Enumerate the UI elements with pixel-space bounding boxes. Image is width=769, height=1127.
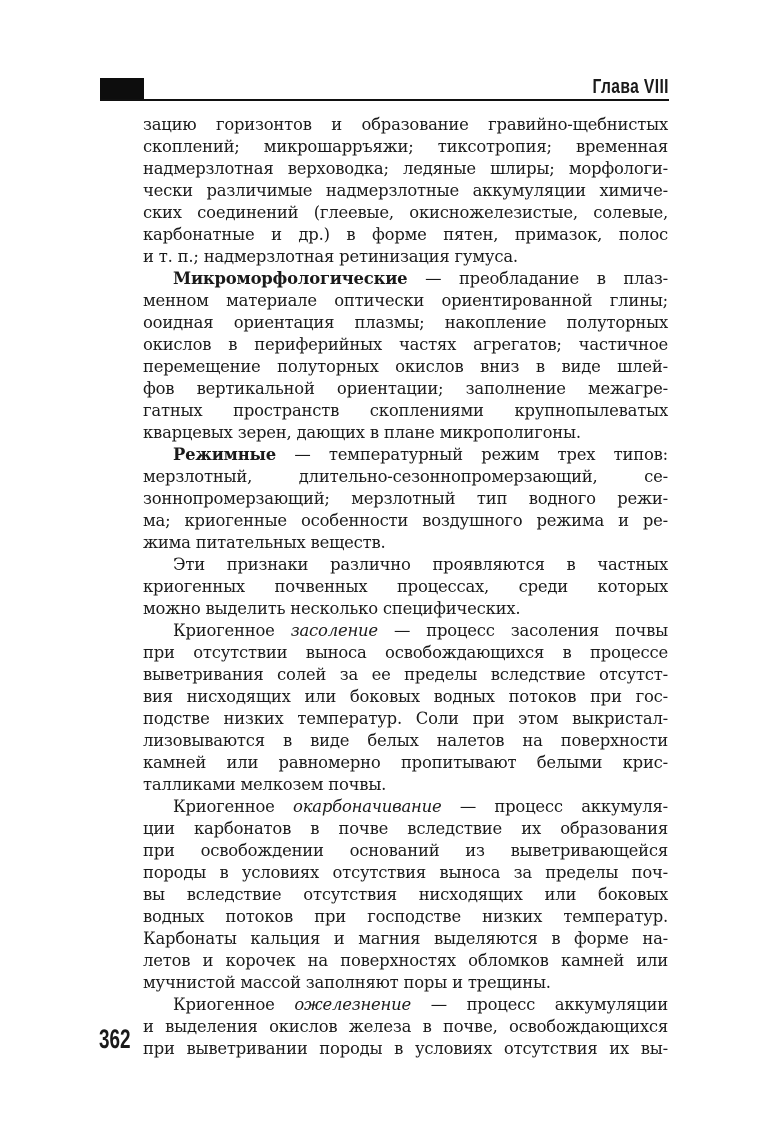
paragraph bbox=[143, 268, 668, 444]
paragraph bbox=[143, 114, 668, 268]
text-line bbox=[143, 818, 668, 840]
text-segment: надмерзлотная верховодка; ледяные шлиры; морфологи- bbox=[143, 159, 668, 178]
text-segment: подстве низких температур. Соли при этом выкристал- bbox=[143, 709, 668, 728]
text-segment: ма; криогенные особенности воздушного режима и ре- bbox=[143, 511, 668, 530]
bold-term: Режимные bbox=[173, 445, 276, 464]
text-line bbox=[143, 378, 668, 400]
text-segment: скоплений; микрошарръяжи; тиксотропия; временная bbox=[143, 137, 668, 156]
text-segment: — процесс аккумуляции bbox=[411, 995, 668, 1014]
header-rule bbox=[100, 99, 669, 101]
text-segment: породы в условиях отсутствия выноса за пределы поч- bbox=[143, 863, 668, 882]
text-line bbox=[143, 576, 668, 598]
text-line bbox=[143, 928, 668, 950]
text-line bbox=[143, 664, 668, 686]
text-segment: — температурный режим трех типов: bbox=[275, 445, 668, 464]
text-line bbox=[143, 906, 668, 928]
text-segment: мерзлотный, длительно-сезоннопромерзающий, се- bbox=[143, 467, 668, 486]
text-line bbox=[143, 950, 668, 972]
text-segment: вы вследствие отсутствия нисходящих или боковых bbox=[143, 885, 668, 904]
text-line bbox=[143, 532, 668, 554]
text-segment: — процесс засоления почвы bbox=[377, 621, 668, 640]
text-line bbox=[143, 334, 668, 356]
text-segment: перемещение полуторных окислов вниз в виде шлей- bbox=[143, 357, 668, 376]
text-segment: водных потоков при господстве низких температур. bbox=[143, 907, 668, 926]
text-line bbox=[143, 268, 668, 290]
text-line bbox=[143, 422, 668, 444]
text-segment: гатных пространств скоплениями крупнопылеватых bbox=[143, 401, 668, 420]
text-line bbox=[143, 554, 668, 576]
text-line bbox=[143, 884, 668, 906]
text-segment: при отсутствии выноса освобождающихся в процессе bbox=[143, 643, 668, 662]
text-line bbox=[143, 972, 668, 994]
text-segment: ции карбонатов в почве вследствие их образования bbox=[143, 819, 668, 838]
text-line bbox=[143, 312, 668, 334]
text-segment: и т. п.; надмерзлотная ретинизация гумуса. bbox=[143, 247, 518, 266]
text-line bbox=[143, 730, 668, 752]
text-line bbox=[143, 1038, 668, 1060]
italic-term: окарбоначивание bbox=[293, 797, 442, 816]
text-line bbox=[143, 158, 668, 180]
text-line bbox=[143, 114, 668, 136]
text-segment: окислов в периферийных частях агрегатов; частичное bbox=[143, 335, 668, 354]
paragraph bbox=[143, 796, 668, 994]
text-line bbox=[143, 620, 668, 642]
text-segment: и выделения окислов железа в почве, освобождающихся bbox=[143, 1017, 668, 1036]
text-line bbox=[143, 642, 668, 664]
text-line bbox=[143, 202, 668, 224]
text-segment: Криогенное bbox=[173, 621, 291, 640]
text-line bbox=[143, 598, 668, 620]
text-segment: менном материале оптически ориентированной глины; bbox=[143, 291, 668, 310]
text-segment: талликами мелкозем почвы. bbox=[143, 775, 387, 794]
text-line bbox=[143, 1016, 668, 1038]
text-line bbox=[143, 136, 668, 158]
paragraph bbox=[143, 554, 668, 620]
text-segment: вия нисходящих или боковых водных потоков при гос- bbox=[143, 687, 668, 706]
text-line bbox=[143, 180, 668, 202]
text-segment: выветривания солей за ее пределы вследствие отсутст- bbox=[143, 665, 668, 684]
text-segment: зоннопромерзающий; мерзлотный тип водного режи- bbox=[143, 489, 668, 508]
chapter-title: Глава VIII bbox=[592, 76, 669, 98]
text-line bbox=[143, 246, 668, 268]
text-segment: при выветривании породы в условиях отсутствия их вы- bbox=[143, 1039, 668, 1058]
text-segment: Криогенное bbox=[173, 995, 295, 1014]
text-segment: летов и корочек на поверхностях обломков камней или bbox=[143, 951, 668, 970]
text-segment: ских соединений (глеевые, окисножелезистые, солевые, bbox=[143, 203, 668, 222]
text-segment: — процесс аккумуля- bbox=[441, 797, 669, 816]
text-segment: — преобладание в плаз- bbox=[407, 269, 668, 288]
paragraph bbox=[143, 994, 668, 1060]
text-line bbox=[143, 796, 668, 818]
text-segment: лизовываются в виде белых налетов на поверхности bbox=[143, 731, 668, 750]
text-line bbox=[143, 400, 668, 422]
text-segment: камней или равномерно пропитывают белыми крис- bbox=[143, 753, 668, 772]
text-line bbox=[143, 994, 668, 1016]
text-line bbox=[143, 708, 668, 730]
text-segment: Криогенное bbox=[173, 797, 294, 816]
page-body-text bbox=[143, 114, 668, 1060]
text-line bbox=[143, 774, 668, 796]
text-segment: можно выделить несколько специфических. bbox=[143, 599, 521, 618]
header-marker-block bbox=[100, 78, 144, 101]
text-segment: при освобождении оснований из выветривающейся bbox=[143, 841, 668, 860]
text-segment: зацию горизонтов и образование гравийно-щебнистых bbox=[143, 115, 668, 134]
italic-term: ожелезнение bbox=[294, 995, 411, 1014]
paragraph bbox=[143, 444, 668, 554]
text-segment: кварцевых зерен, дающих в плане микрополигоны. bbox=[143, 423, 581, 442]
text-segment: Карбонаты кальция и магния выделяются в форме на- bbox=[143, 929, 668, 948]
italic-term: засоление bbox=[290, 621, 378, 640]
text-line bbox=[143, 862, 668, 884]
text-line bbox=[143, 466, 668, 488]
text-line bbox=[143, 686, 668, 708]
paragraph bbox=[143, 620, 668, 796]
text-line bbox=[143, 840, 668, 862]
page-number: 362 bbox=[99, 1024, 131, 1054]
text-line bbox=[143, 488, 668, 510]
text-segment: фов вертикальной ориентации; заполнение межагре- bbox=[143, 379, 668, 398]
text-segment: мучнистой массой заполняют поры и трещины. bbox=[143, 973, 551, 992]
text-segment: чески различимые надмерзлотные аккумуляции химиче- bbox=[143, 181, 668, 200]
text-line bbox=[143, 510, 668, 532]
text-line bbox=[143, 290, 668, 312]
text-line bbox=[143, 444, 668, 466]
bold-term: Микроморфологические bbox=[173, 269, 408, 288]
text-segment: карбонатные и др.) в форме пятен, примазок, полос bbox=[143, 225, 668, 244]
text-line bbox=[143, 224, 668, 246]
text-line bbox=[143, 752, 668, 774]
text-segment: Эти признаки различно проявляются в частных bbox=[173, 555, 668, 574]
text-segment: жима питательных веществ. bbox=[143, 533, 386, 552]
text-line bbox=[143, 356, 668, 378]
text-segment: криогенных почвенных процессах, среди которых bbox=[143, 577, 668, 596]
text-segment: ооидная ориентация плазмы; накопление полуторных bbox=[143, 313, 668, 332]
